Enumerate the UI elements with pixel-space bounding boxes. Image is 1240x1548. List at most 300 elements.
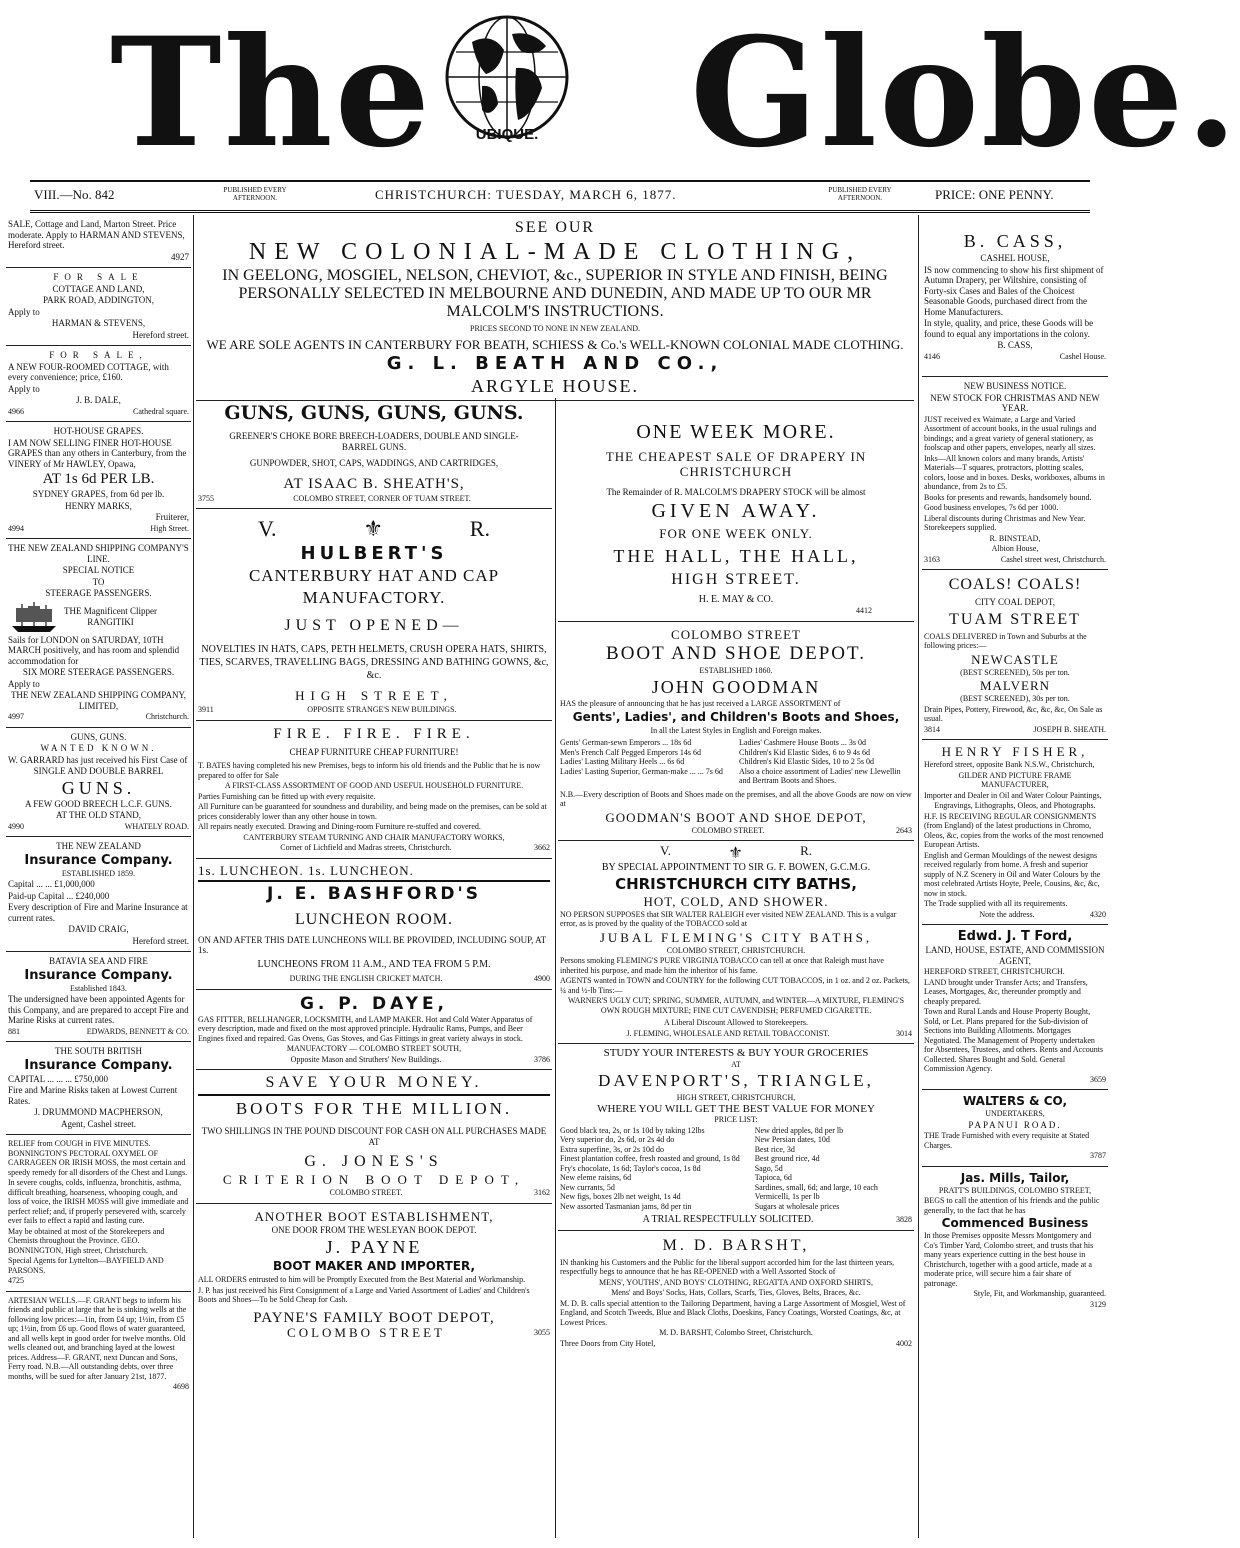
advert-headline: THE HALL, THE HALL, <box>613 545 859 566</box>
advert-text: WE ARE SOLE AGENTS IN CANTERBURY FOR BEATH, SCHIESS & Co.'s WELL-KNOWN COLONIAL MADE CLOTHING. <box>206 336 904 352</box>
advert-sheath-guns <box>196 398 552 509</box>
advert-headline: FIRE. FIRE. FIRE. <box>273 725 475 742</box>
advert-ref: 2643 <box>896 825 912 835</box>
advert-ref: 3786 <box>533 1054 550 1064</box>
advert-text: Apply to <box>8 383 40 394</box>
advert-text: PRICE LIST: <box>714 1115 758 1124</box>
price-item: Ladies' Cashmere House Boots ... 3s 0d <box>739 738 866 747</box>
advert-text: A FIRST-CLASS ASSORTMENT OF GOOD AND USEFUL HOUSEHOLD FURNITURE. <box>224 781 524 790</box>
column-rule <box>918 215 919 1538</box>
advert-ref: 3014 <box>895 1028 912 1038</box>
advert-text: NEWCASTLE <box>971 651 1059 667</box>
advert-cass-drapery <box>922 215 1108 377</box>
advert-text: Special Agents for Lyttelton—BAYFIELD AND PARSONS. <box>8 1256 164 1275</box>
advert-text: (BEST SCREENED), 30s per ton. <box>960 694 1070 703</box>
advert-headline: PAYNE'S FAMILY BOOT DEPOT, <box>253 1309 495 1326</box>
advert-text: (BEST SCREENED), 50s per ton. <box>960 667 1070 677</box>
advert-sale-cottage <box>6 215 191 268</box>
advert-text: All Furniture can be guaranteed for soundness and durability, and being made on the premises, can be sold at prices considerably lower than any other house in town. <box>198 802 547 821</box>
advert-may-drapery <box>558 398 914 622</box>
price-item: Finest plantation coffee, fresh roasted and ground, 1s 8d <box>560 1154 740 1163</box>
column-rule <box>555 398 556 1538</box>
price-item: Children's Kid Elastic Sides, 10 to 2 5s 0d <box>739 757 874 766</box>
advert-heading: THE NEW ZEALAND SHIPPING COMPANY'S LINE. <box>8 543 189 564</box>
advert-text: A NEW FOUR-ROOMED COTTAGE, with every convenience; price, £160. <box>8 361 169 382</box>
advert-ref: 3662 <box>533 843 550 852</box>
advert-text: MALVERN <box>979 678 1051 693</box>
advert-text: The undersigned have been appointed Agents for this Company, and are prepared to accept Fire and Marine Risks at current rates. <box>8 994 189 1025</box>
advert-text: BEGS to call the attention of his friends and the public generally, to the fact that he has <box>924 1196 1100 1215</box>
advert-text: CASHEL HOUSE, <box>980 253 1050 263</box>
advert-text: PRICES SECOND TO NONE IN NEW ZEALAND. <box>470 324 640 333</box>
advert-text: The Trade supplied with all its requirements. <box>924 899 1068 908</box>
advert-ref: 4997 <box>8 712 24 721</box>
advert-text: CAPITAL ... ... ... £750,000 <box>8 1073 108 1084</box>
advert-text: ANOTHER BOOT ESTABLISHMENT, <box>254 1208 494 1224</box>
advert-walters-undertakers <box>922 1090 1108 1167</box>
advert-text: Paid-up Capital ... £240,000 <box>8 890 110 901</box>
advert-text: SYDNEY GRAPES, from 6d per lb. <box>32 489 165 499</box>
advert-ref: 3659 <box>1090 1074 1106 1084</box>
advert-text: JUST received ex Waimate, a Large and Varied Assortment of account books, in the usual rulings and bindings; and a great variety of general stationery, as foolscap and other papers, envelopes, nearly all sizes. <box>924 414 1097 452</box>
advert-hulbert-hats <box>196 509 552 721</box>
advert-text: Corner of Lichfield and Madras streets, Christchurch. <box>280 843 452 852</box>
advert-text: HIGH STREET. <box>671 570 801 588</box>
advert-text: Importer and Dealer in Oil and Water Colour Paintings, <box>924 790 1102 800</box>
column-rule <box>193 215 194 1538</box>
advert-heading: Insurance Company. <box>24 852 173 868</box>
advert-heading: NEW BUSINESS NOTICE. <box>963 381 1067 391</box>
masthead-title-right: Globe. <box>690 5 1240 181</box>
advert-text: PARK ROAD, ADDINGTON, <box>42 295 154 305</box>
advert-text: Apply to <box>8 306 40 317</box>
advert-text: Apply to <box>8 678 40 689</box>
advert-ref: 4320 <box>1089 909 1106 919</box>
advert-headline: STUDY YOUR INTERESTS & BUY YOUR GROCERIES <box>603 1047 869 1059</box>
advert-headline: GIVEN AWAY. <box>651 499 821 522</box>
advert-text: THE NEW ZEALAND SHIPPING COMPANY, LIMITED, <box>10 690 187 711</box>
advert-text: Every description of Fire and Marine Insurance at current rates. <box>8 902 188 923</box>
advert-ref: 881 <box>8 1026 20 1036</box>
advert-text: COLOMBO STREET <box>287 1324 445 1340</box>
advert-text: BATAVIA SEA AND FIRE <box>49 956 148 966</box>
price-item: Extra superfine, 3s, or 2s 10d do <box>560 1144 664 1154</box>
advert-ref: 4412 <box>856 606 872 615</box>
advert-text: Mens' and Boys' Socks, Hats, Collars, Scarfs, Ties, Gloves, Belts, Braces, &c. <box>611 1288 861 1297</box>
advert-text: Drain Pipes, Pottery, Firewood, &c, &c, &c, On Sale as usual. <box>924 704 1103 723</box>
advert-text: Persons smoking FLEMING'S PURE VIRGINIA TOBACCO can tell at once that Raleigh must have inherited his purpose, and made him the inheritor of his fame. <box>560 956 884 975</box>
advert-text: SEE OUR <box>514 219 596 236</box>
advert-text: ESTABLISHED 1860. <box>699 665 773 675</box>
advert-text: ARGYLE HOUSE. <box>471 375 639 396</box>
column-1 <box>6 215 191 1548</box>
price-item: Also a choice assortment of Ladies' new Llewellin and Bertram Boots and Shoes. <box>739 766 901 785</box>
advert-text: JUST OPENED— <box>284 617 464 634</box>
price-item: Fry's chocolate, 1s 6d; Taylor's cocoa, 1s 8d <box>560 1163 701 1173</box>
masthead <box>0 0 1240 181</box>
advert-headline: SAVE YOUR MONEY. <box>265 1074 483 1091</box>
advert-garrard-guns <box>6 728 191 838</box>
advert-heading: Insurance Company. <box>24 967 173 983</box>
column-4 <box>922 215 1108 1548</box>
advert-firm-name: Edwd. J. T Ford, <box>957 929 1073 944</box>
masthead-motto: UBIQUE. <box>475 126 539 143</box>
advert-text: MANUFACTORY — COLOMBO STREET SOUTH, <box>286 1044 462 1053</box>
advert-text: J. DRUMMOND MACPHERSON, <box>34 1107 163 1117</box>
advert-text: Fruiterer, <box>155 512 189 522</box>
advert-text: The Remainder of R. MALCOLM'S DRAPERY STOCK will be almost <box>606 487 866 497</box>
advert-text: SPECIAL NOTICE <box>62 565 135 575</box>
advert-text: ESTABLISHED 1859. <box>61 868 136 878</box>
advert-text: COLOMBO STREET. <box>691 825 765 835</box>
advert-ref: 3163 <box>924 554 940 564</box>
advert-text: CITY COAL DEPOT, <box>975 597 1055 607</box>
advert-text: Good business envelopes, 7s 6d per 1000. <box>924 503 1059 512</box>
advert-artesian-wells <box>6 1292 191 1397</box>
advert-text: ONE DOOR FROM THE WESLEYAN BOOK DEPOT. <box>271 1224 477 1235</box>
advert-firm-name: JUBAL FLEMING'S CITY BATHS, <box>599 929 873 945</box>
advert-text: Opposite Mason and Struthers' New Buildings. <box>290 1054 442 1064</box>
advert-text: Hereford street. <box>132 935 189 946</box>
advert-text: RELIEF from COUGH in FIVE MINUTES. BONNINGTON'S PECTORAL OXYMEL OF CARRAGEEN OR IRISH MOSS, the most certain and speedy remedy for all disorders of the Chest and Lungs. <box>8 1139 188 1177</box>
vr-letter: V. <box>660 843 671 858</box>
price-item: Sago, 5d <box>754 1163 783 1173</box>
advert-ref: 4002 <box>896 1338 912 1348</box>
place-and-date: CHRISTCHURCH: TUESDAY, MARCH 6, 1877. <box>375 187 677 202</box>
advert-text: PRATT'S BUILDINGS, COLOMBO STREET, <box>938 1185 1092 1195</box>
advert-heading: FOR SALE <box>53 272 144 282</box>
advert-payne-boots <box>196 1204 552 1343</box>
advert-headline: NEW COLONIAL-MADE CLOTHING, <box>248 239 862 265</box>
advert-text: SALE, Cottage and Land, Marton Street. Price moderate. Apply to HARMAN AND STEVENS, Hereford street. <box>8 219 185 250</box>
advert-ref: 3911 <box>198 705 214 714</box>
advert-text: Cashel House. <box>1059 351 1106 361</box>
price-item: Tapioca, 6d <box>754 1173 792 1182</box>
advert-text: GREENER'S CHOKE BORE BREECH-LOADERS, DOUBLE AND SINGLE-BARREL GUNS. <box>229 431 519 452</box>
advert-shipping-company <box>6 539 191 728</box>
advert-headline: ONE WEEK MORE. <box>636 421 836 443</box>
advert-text: COALS DELIVERED in Town and Suburbs at the following prices:— <box>924 631 1087 650</box>
advert-text: ON AND AFTER THIS DATE LUNCHEONS WILL BE PROVIDED, INCLUDING SOUP, AT 1s. <box>198 934 546 955</box>
price-item: New figs, boxes 2lb net weight, 1s 4d <box>560 1192 681 1201</box>
advert-text: NEW STOCK FOR CHRISTMAS AND NEW YEAR. <box>930 392 1100 413</box>
advert-text: W. GARRARD has just received his First Case of <box>8 754 188 765</box>
price-item: Sugars at wholesale prices <box>754 1201 840 1211</box>
advert-heading: Insurance Company. <box>24 1057 173 1073</box>
advert-ref: 4990 <box>8 821 24 831</box>
advert-ref: 4725 <box>8 1276 24 1285</box>
advert-text: IS now commencing to show his first shipment of Autumn Drapery, per Wiltshire, consisting of Forty-six Cases and Bales of the Choicest Seasonable Goods, purchased direct from the Home Manufacturers. <box>924 264 1104 317</box>
advert-text: Town and Rural Lands and House Property Bought, Sold, or Let. Plans prepared for the Sub-division of Sections into Building Allotments. Mortgages Negotiated. The Management of Property undertaken for Absentees, Trustees, and others. Rents and Accounts Collected. Shares Bought and Sold. General Commission Agency. <box>924 1007 1104 1073</box>
advert-text: DURING THE ENGLISH CRICKET MATCH. <box>289 974 443 983</box>
advert-ref: 3828 <box>895 1215 912 1224</box>
advert-binstead-stationery <box>922 377 1108 570</box>
advert-daye-gasfitter <box>196 990 552 1071</box>
advert-headline: BOOT MAKER AND IMPORTER, <box>272 1259 476 1273</box>
advert-text: Agent, Cashel street. <box>61 1118 136 1129</box>
advert-text: N.B.—Every description of Boots and Shoes made on the premises, and all the above Goods are now on view at <box>560 789 912 808</box>
vr-letter: R. <box>800 843 812 858</box>
price-item: Vermicelli, 1s per lb <box>754 1192 820 1201</box>
advert-text: Hereford street, opposite Bank N.S.W., Christchurch, <box>924 760 1095 769</box>
advert-text: HENRY MARKS, <box>65 500 132 511</box>
advert-ref: 3162 <box>534 1188 550 1197</box>
price-item: Sardines, small, 6d; and large, 10 each <box>754 1182 878 1192</box>
advert-text: Christchurch. <box>145 712 189 721</box>
advert-text: CHEAP FURNITURE CHEAP FURNITURE! <box>289 746 459 757</box>
advert-ref: 4698 <box>173 1382 189 1391</box>
price-item: Best ground rice, 4d <box>754 1154 820 1163</box>
advert-heading: AT 1s 6d PER LB. <box>42 471 155 487</box>
advert-text: GAS FITTER, BELLHANGER, LOCKSMITH, and LAMP MAKER. Hot and Cold Water Apparatus of every description, made and fixed on the most approved principle. Hydraulic Rams, Pumps, and Beer Engines fixed and repaired. Gas Ovens, Gas Stoves, and Gas Fittings in great variety always in stock. <box>198 1014 533 1043</box>
advert-text: WARNER'S UGLY CUT; SPRING, SUMMER, AUTUMN, and WINTER—A MIXTURE, FLEMING'S OWN ROUGH MIXTURE; FINE CUT CAVENDISH; PERFUMED CIGARETTE. <box>567 996 905 1015</box>
advert-text: AT THE OLD STAND, <box>56 810 141 820</box>
advert-jones-boots <box>196 1070 552 1204</box>
advert-text: GILDER AND PICTURE FRAME MANUFACTURER, <box>958 770 1072 789</box>
advert-text: English and German Mouldings of the newest designs received regularly from home. A fresh and superior supply of N.Z Scenery in Oil and Water Colours by the most celebrated Artists Hoyte, Peele, Cousins, &c, &c, now in stock. <box>924 850 1101 898</box>
advert-ref: 3814 <box>924 724 940 734</box>
advert-ref: 4966 <box>8 406 24 416</box>
advert-text: FOR ONE WEEK ONLY. <box>659 525 813 541</box>
advert-text: UNDERTAKERS, <box>985 1109 1045 1118</box>
advert-text: A Liberal Discount Allowed to Storekeepers. <box>664 1018 808 1027</box>
advert-text: Note the address. <box>979 909 1035 919</box>
column-2 <box>196 398 552 1548</box>
advert-text: STEERAGE PASSENGERS. <box>45 588 152 598</box>
advert-text: All repairs neatly executed. Drawing and Dining-room Furniture re-stuffed and covered. <box>198 822 481 831</box>
advert-firm-name: G. JONES'S <box>304 1153 444 1170</box>
advert-ref: 3055 <box>533 1327 550 1337</box>
advert-text: R. BINSTEAD, <box>989 533 1041 543</box>
advert-goodman-boots <box>558 622 914 842</box>
advert-bates-furniture <box>196 721 552 859</box>
advert-barsht-clothing <box>558 1231 914 1354</box>
advert-city-baths <box>558 841 914 1044</box>
price-item: Children's Kid Elastic Sides, 6 to 9 4s 6d <box>739 747 870 757</box>
advert-headline: Gents', Ladies', and Children's Boots and Shoes, <box>572 709 900 724</box>
royal-crest-icon: ⚜ <box>728 845 743 862</box>
vr-letter: R. <box>469 516 490 541</box>
advert-headline: GUNS, GUNS, GUNS, GUNS. <box>224 402 524 424</box>
advert-text: PAPANUI ROAD. <box>968 1119 1062 1130</box>
advert-hot-house-grapes <box>6 422 191 539</box>
advert-text: M. D. BARSHT, Colombo Street, Christchurch. <box>659 1328 813 1337</box>
advert-text: Established 1843. <box>70 983 127 993</box>
advert-text: Three Doors from City Hotel, <box>560 1338 656 1348</box>
advert-text: CANTERBURY STEAM TURNING AND CHAIR MANUFACTORY WORKS, <box>243 832 505 842</box>
advert-firm-name: M. D. BARSHT, <box>662 1236 810 1254</box>
advert-text: COTTAGE AND LAND, <box>52 283 145 294</box>
advert-text: THE NEW ZEALAND <box>56 841 141 851</box>
advert-ref: 4927 <box>171 251 189 262</box>
advert-city-coal-depot <box>922 570 1108 740</box>
advert-firm-name: B. CASS, <box>963 231 1067 251</box>
advert-text: ARTESIAN WELLS.—F. GRANT begs to inform his friends and public at large that he is sinking wells at the following low prices:—1in, from £4 up; 1½in, from £5 up; 1½in, from £6 up. Good flows of water guaranteed, and all wells kept in good order for twelve months. Old wells cleaned out, and branching layed at the lowest prices. Address—F. GRANT, next Duncan and Sons, Ferry road. N.B.—All outstanding debts, over three months, will be sued for after January 21st, 1877. <box>8 1295 187 1381</box>
advert-firm-name: G. P. DAYE, <box>299 993 449 1014</box>
advert-text: B. CASS, <box>997 340 1033 350</box>
advert-text: OPPOSITE STRANGE'S NEW BUILDINGS. <box>307 705 457 714</box>
advert-text: SINGLE AND DOUBLE BARREL <box>33 766 164 776</box>
advert-text: High Street. <box>150 523 189 533</box>
advert-text: COLOMBO STREET. <box>329 1188 403 1197</box>
advert-firm-name: JOHN GOODMAN <box>651 677 821 697</box>
price-item: Very superior do, 2s 6d, or 2s 4d do <box>560 1135 675 1144</box>
advert-text: MENS', YOUTHS', AND BOYS' CLOTHING, REGATTA AND OXFORD SHIRTS, <box>598 1277 874 1287</box>
advert-text: Style, Fit, and Workmanship, guaranteed. <box>973 1289 1106 1298</box>
advert-text: TWO SHILLINGS IN THE POUND DISCOUNT FOR CASH ON ALL PURCHASES MADE AT <box>201 1126 547 1147</box>
advert-heading: GUNS, GUNS. <box>70 731 127 742</box>
advert-four-roomed-cottage <box>6 346 191 422</box>
advert-headline: LUNCHEON ROOM. <box>295 910 453 928</box>
price: PRICE: ONE PENNY. <box>935 187 1054 202</box>
advert-text: May be obtained at most of the Storekeepers and Chemists throughout the Province. GEO. BONNINGTON, High street, Christchurch. <box>8 1226 165 1255</box>
advert-text: NO PERSON SUPPOSES that SIR WALTER RALEIGH ever visited NEW ZEALAND. This is a vulgar error, as is proved by the quality of the TOBACCO sold at <box>560 909 897 928</box>
advert-text: Engravings, Lithographs, Oleos, and Photographs. <box>934 801 1096 810</box>
price-item: Gents' German-sewn Emperors ... 18s 6d <box>560 738 692 747</box>
advert-ref: 4900 <box>533 974 550 983</box>
advert-ref: 3129 <box>1090 1299 1106 1309</box>
advert-text: A TRIAL RESPECTFULLY SOLICITED. <box>642 1214 814 1225</box>
advert-text: In severe coughs, colds, influenza, bronchitis, asthma, difficult breathing, hoarseness, whooping cough, and loss of voice, the IRISH MOSS will give immediate and perfect relief; and, if properly persevered with, scarcely ever fails to effect a rapid and lasting cure. <box>8 1178 189 1225</box>
price-item: Best rice, 3d <box>754 1144 795 1154</box>
advert-text: J. B. DALE, <box>76 395 121 405</box>
advert-text: RANGITIKI <box>87 617 134 627</box>
advert-nz-insurance <box>6 837 191 952</box>
advert-text: EDWARDS, BENNETT & CO. <box>86 1026 189 1036</box>
advert-text: HARMAN & STEVENS, <box>51 318 146 328</box>
advert-text: THE CHEAPEST SALE OF DRAPERY IN CHRISTCHURCH <box>605 449 867 479</box>
advert-text: WHATELY ROAD. <box>124 821 189 831</box>
advert-text: COLOMBO STREET <box>671 626 801 642</box>
advert-text: LUNCHEONS FROM 11 A.M., AND TEA FROM 5 P.M. <box>257 958 491 970</box>
price-item: Good black tea, 2s, or 1s 10d by taking 12lbs <box>560 1125 705 1135</box>
price-item: Ladies' Lasting Superior, German-make ... ... 7s 6d <box>560 766 723 776</box>
advert-text: COLOMBO STREET, CORNER OF TUAM STREET. <box>293 493 471 503</box>
advert-text: Hereford street. <box>132 329 189 340</box>
advert-text: H.F. IS RECEIVING REGULAR CONSIGNMENTS (from England) of the latest productions in Chromo, Oleos, &c, copies from the works of the most renowned European Artists. <box>924 811 1104 849</box>
advert-text: ALL ORDERS entrusted to him will be Promptly Executed from the Best Material and Workmanship. <box>198 1275 526 1284</box>
published-note-right: PUBLISHED EVERY AFTERNOON. <box>828 186 892 202</box>
advert-firm-name: DAVENPORT'S, TRIANGLE, <box>598 1071 874 1090</box>
advert-headline: Commenced Business <box>941 1216 1089 1230</box>
advert-mills-tailor <box>922 1167 1108 1315</box>
advert-text: Liberal discounts during Christmas and New Year. Storekeepers supplied. <box>924 513 1086 532</box>
advert-beath-clothing <box>196 215 914 401</box>
advert-batavia-insurance <box>6 952 191 1042</box>
advert-ford-land-agent <box>922 925 1108 1090</box>
price-item: New assorted Tasmanian jams, 8d per tin <box>560 1201 692 1211</box>
advert-text: In all the Latest Styles in English and Foreign makes. <box>650 725 822 735</box>
advert-text: JOSEPH B. SHEATH. <box>1033 724 1106 734</box>
advert-text: Cathedral square. <box>133 406 189 416</box>
advert-text: GUNPOWDER, SHOT, CAPS, WADDINGS, AND CARTRIDGES, <box>249 458 499 468</box>
advert-text: HIGH STREET, <box>295 688 453 703</box>
advert-text: T. BATES having completed his new Premises, begs to inform his old friends and the Public that he is now prepared to offer for Sale <box>198 761 541 780</box>
advert-text: A FEW GOOD BREECH L.C.F. GUNS. <box>25 798 172 809</box>
advert-text: AT <box>731 1059 741 1069</box>
advert-headline: CHRISTCHURCH CITY BATHS, <box>615 874 857 893</box>
advert-firm-name: J. PAYNE <box>325 1237 423 1257</box>
advert-text: DAVID CRAIG, <box>68 924 129 934</box>
advert-text: In style, quality, and price, these Goods will be found to equal any importations in the colony. <box>924 318 1094 339</box>
advert-ref: 3755 <box>198 493 214 503</box>
advert-text: THE Trade Furnished with every requisite at Stated Charges. <box>924 1131 1090 1150</box>
advert-text: Books for presents and rewards, handsomely bound. <box>924 492 1092 502</box>
advert-text: HEREFORD STREET, CHRISTCHURCH. <box>924 967 1065 976</box>
advert-headline: BOOTS FOR THE MILLION. <box>235 1099 513 1118</box>
advert-text: SIX MORE STEERAGE PASSENGERS. <box>22 667 175 677</box>
advert-text: J. P. has just received his First Consignment of a Large and Varied Assortment of Ladies' and Children's Boots and Shoes—To be Sold Cheap for Cash. <box>198 1285 530 1304</box>
price-item: New eleme raisins, 6d <box>560 1173 632 1182</box>
price-item: New Persian dates, 10d <box>754 1135 830 1144</box>
advert-text: Sails for LONDON on SATURDAY, 10TH MARCH positively, and has room and splendid accommodation for <box>8 634 180 666</box>
advert-bashford-luncheon <box>196 859 552 990</box>
advert-text: J. FLEMING, WHOLESALE AND RETAIL TOBACCONIST. <box>626 1028 830 1038</box>
advert-text: IN thanking his Customers and the Public for the liberal support accorded him for the last thirteen years, respectfully begs to announce that he has RE-OPENED with a Well Assorted Stock of <box>560 1257 895 1276</box>
advert-text: Albion House, <box>991 544 1039 553</box>
advert-headline: WHERE YOU WILL GET THE BEST VALUE FOR MONEY <box>597 1102 875 1115</box>
advert-text: CRITERION BOOT DEPOT, <box>222 1172 526 1187</box>
advert-bonnington-cough <box>6 1135 191 1292</box>
dateline <box>30 180 1090 213</box>
advert-south-british-insurance <box>6 1042 191 1135</box>
vr-letter: V. <box>258 516 277 541</box>
advert-firm-name: H. E. MAY & CO. <box>698 593 774 605</box>
advert-firm-name: Jas. Mills, Tailor, <box>960 1170 1070 1185</box>
price-item: New dried apples, 8d per lb <box>754 1125 844 1135</box>
published-note-left: PUBLISHED EVERY AFTERNOON. <box>223 186 287 202</box>
advert-text: Inks—All known colors and many brands, Artists' Materials—T squares, protractors, plotting scales, colors, loose and in boxes. Desks, workboxes, albums in abundance, from 2s to £5. <box>924 453 1105 491</box>
advert-firm-name: J. E. BASHFORD'S <box>267 883 481 904</box>
advert-firm-name: WALTERS & CO, <box>962 1094 1068 1108</box>
advert-text: IN GEELONG, MOSGIEL, NELSON, CHEVIOT, &c., SUPERIOR IN STYLE AND FINISH, BEING PERSONALLY SELECTED IN MELBOURNE AND DUNEDIN, AND MADE UP TO OUR MR MALCOLM'S INSTRUCTIONS. <box>222 267 888 320</box>
advert-heading: FOR SALE, <box>49 350 148 360</box>
column-3 <box>558 398 914 1548</box>
advert-text: M. D. B. calls special attention to the Tailoring Department, having a Large Assortment of Mosgiel, West of England, and Scotch Tweeds, Blue and Black Cloths, Doeskins, Fancy Coatings, Worsted Coatings, &c, at Lowest Prices. <box>560 1298 906 1327</box>
advert-ref: 3787 <box>1090 1151 1106 1160</box>
advert-text: 1s. LUNCHEON. 1s. LUNCHEON. <box>198 862 414 878</box>
price-item: Ladies' Lasting Military Heels ... 6s 6d <box>560 757 685 766</box>
advert-heading: GUNS. <box>61 777 136 798</box>
advert-text: Fire and Marine Risks taken at Lowest Current Rates. <box>8 1085 178 1106</box>
advert-text: THE Magnificent Clipper <box>64 605 157 616</box>
advert-ref: 4146 <box>924 351 940 361</box>
advert-text: BY SPECIAL APPOINTMENT TO SIR G. F. BOWEN, G.C.M.G. <box>601 862 871 873</box>
advert-henry-fisher <box>922 740 1108 925</box>
royal-crest-icon: ⚜ <box>363 516 384 541</box>
advert-headline: COALS! COALS! <box>948 576 1082 593</box>
masthead-title-left: The <box>110 5 433 181</box>
advert-text: LAND brought under Transfer Acts; and Transfers, Leases, Mortgages, &c, thereunder promptly and cheaply prepared. <box>924 977 1088 1006</box>
advert-headline: CANTERBURY HAT AND CAP MANUFACTORY. <box>248 566 500 607</box>
advert-cottage-addington <box>6 268 191 346</box>
advert-headline: BOOT AND SHOE DEPOT. <box>606 642 866 664</box>
sailing-ship-icon <box>8 600 60 634</box>
advert-text: TO <box>92 576 105 587</box>
advert-text: I AM NOW SELLING FINER HOT-HOUSE GRAPES than any others in Canterbury, from the VINERY of Mr HAWLEY, Opawa, <box>8 437 187 469</box>
advert-text: HIGH STREET, CHRISTCHURCH, <box>676 1093 796 1102</box>
price-item: Men's French Calf Pegged Emperors 14s 6d <box>560 747 701 757</box>
advert-text: Cashel street west, Christchurch. <box>1000 554 1106 564</box>
advert-text: HAS the pleasure of announcing that he has just received a LARGE ASSORTMENT of <box>560 699 841 708</box>
advert-text: NOVELTIES IN HATS, CAPS, PETH HELMETS, CRUSH OPERA HATS, SHIRTS, TIES, SCARVES, TRAVELLING BAGS, DRESSING AND BATHING GOWNS, &c, &c. <box>199 644 549 681</box>
advert-ref: 4994 <box>8 523 24 533</box>
advert-headline: TUAM STREET <box>949 610 1081 628</box>
advert-text: AGENTS wanted in TOWN and COUNTRY for the following CUT TOBACCOS, in 1 oz. and 2 oz. Packets, ¼ and ½-lb Tins:— <box>560 976 910 995</box>
advert-text: Parties Furnishing can be fitted up with every requisite. <box>198 791 376 801</box>
advert-davenport-groceries <box>558 1044 914 1231</box>
advert-text: WANTED KNOWN. <box>40 743 157 753</box>
